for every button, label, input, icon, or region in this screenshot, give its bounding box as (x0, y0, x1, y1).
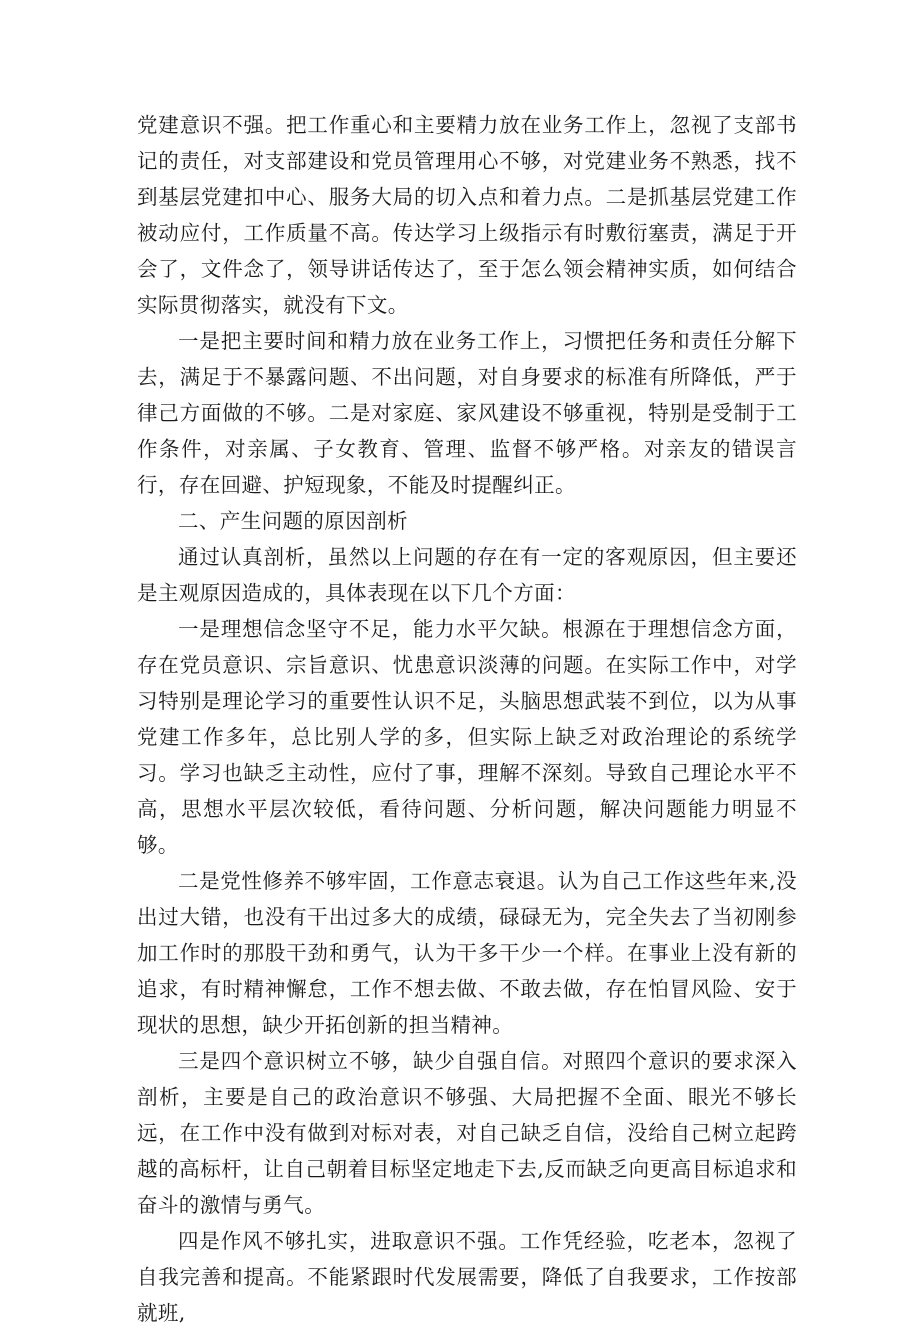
paragraph-reason-one: 一是理想信念坚守不足，能力水平欠缺。根源在于理想信念方面，存在党员意识、宗旨意识、忧患意识淡薄的问题。在实际工作中，对学习特别是理论学习的重要性认识不足，头脑思想武装不到位，以为从事党建工作多年，总比别人学的多，但实际上缺乏对政治理论的系统学习。学习也缺乏主动性，应付了事，理解不深刻。导致自己理论水平不高，思想水平层次较低，看待问题、分析问题，解决问题能力明显不够。 (137, 617, 797, 857)
paragraph-continuation: 党建意识不强。把工作重心和主要精力放在业务工作上，忽视了支部书记的责任，对支部建设和党员管理用心不够，对党建业务不熟悉，找不到基层党建扣中心、服务大局的切入点和着力点。二是抓基层党建工作被动应付，工作质量不高。传达学习上级指示有时敷衍塞责，满足于开会了，文件念了，领导讲话传达了，至于怎么领会精神实质，如何结合实际贯彻落实，就没有下文。 (137, 113, 797, 317)
paragraph-reason-three: 三是四个意识树立不够，缺少自强自信。对照四个意识的要求深入剖析，主要是自己的政治意识不够强、大局把握不全面、眼光不够长远，在工作中没有做到对标对表，对自己缺乏自信，没给自己树立起跨越的高标杆，让自己朝着目标坚定地走下去,反而缺乏向更高目标追求和奋斗的激情与勇气。 (137, 1049, 797, 1217)
paragraph-intro: 通过认真剖析，虽然以上问题的存在有一定的客观原因，但主要还是主观原因造成的，具体表现在以下几个方面： (137, 545, 797, 605)
paragraph-one: 一是把主要时间和精力放在业务工作上，习惯把任务和责任分解下去，满足于不暴露问题、不出问题，对自身要求的标准有所降低，严于律己方面做的不够。二是对家庭、家风建设不够重视，特别是受制于工作条件，对亲属、子女教育、管理、监督不够严格。对亲友的错误言行，存在回避、护短现象，不能及时提醒纠正。 (137, 329, 797, 497)
document-body (137, 107, 797, 1331)
section-heading: 二、产生问题的原因剖析 (178, 509, 408, 533)
paragraph-reason-four: 四是作风不够扎实，进取意识不强。工作凭经验，吃老本，忽视了自我完善和提高。不能紧跟时代发展需要，降低了自我要求，工作按部就班, (137, 1229, 797, 1325)
paragraph-reason-two: 二是党性修养不够牢固，工作意志衰退。认为自己工作这些年来,没出过大错，也没有干出过多大的成绩，碌碌无为，完全失去了当初刚参加工作时的那股干劲和勇气，认为干多干少一个样。在事业上没有新的追求，有时精神懈怠，工作不想去做、不敢去做，存在怕冒风险、安于现状的思想，缺少开拓创新的担当精神。 (137, 869, 797, 1037)
